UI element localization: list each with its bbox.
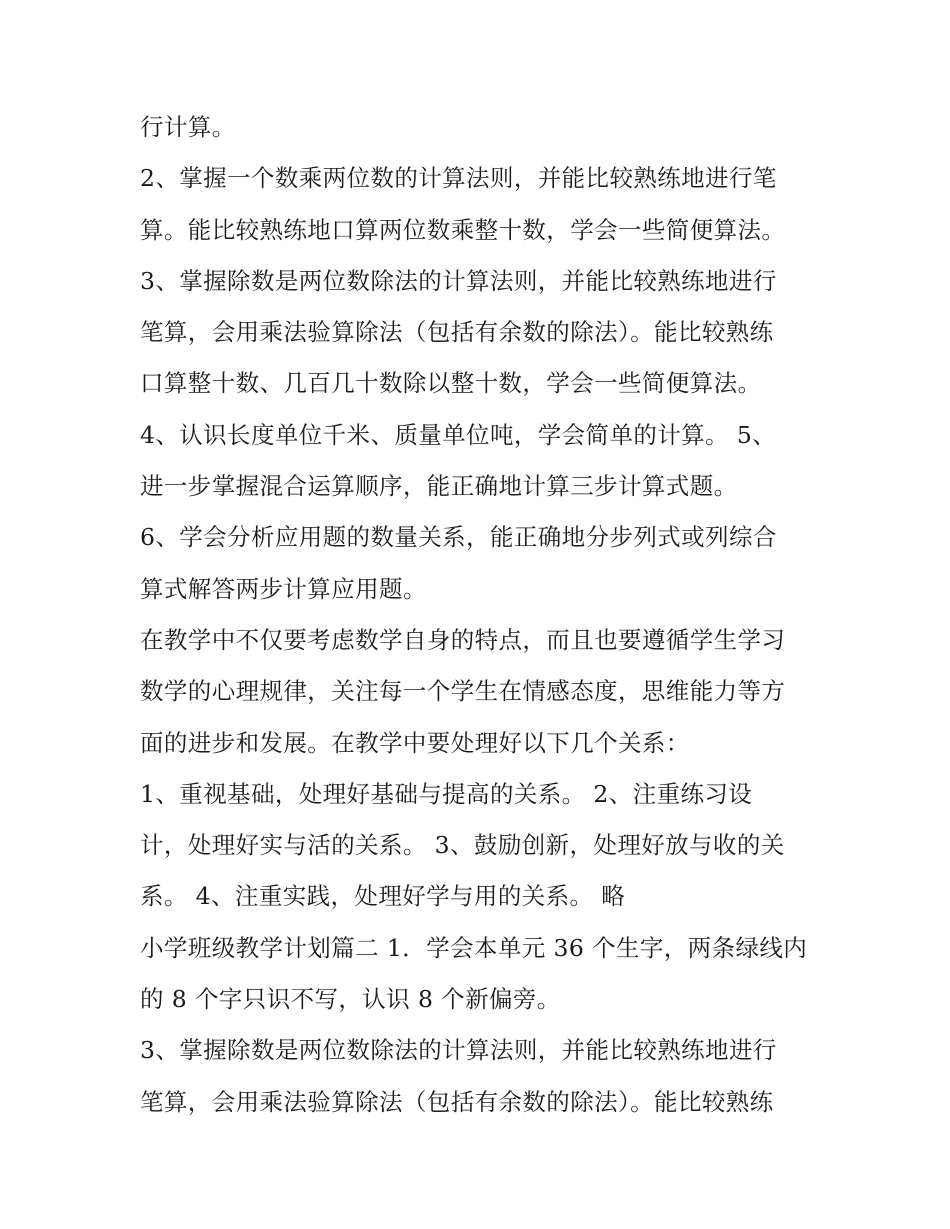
text-line: 笔算，会用乘法验算除法（包括有余数的除法）。能比较熟练	[140, 318, 774, 347]
text-line: 在教学中不仅要考虑数学自身的特点，而且也要遵循学生学习	[140, 625, 786, 654]
text-line: 系。 4、注重实践，处理好学与用的关系。 略	[140, 882, 626, 911]
text-line: 的 8 个字只识不写，认识 8 个新偏旁。	[140, 985, 561, 1014]
text-line: 1、重视基础，处理好基础与提高的关系。 2、注重练习设	[140, 779, 753, 808]
text-line: 面的进步和发展。在教学中要处理好以下几个关系：	[140, 728, 690, 757]
text-line: 算式解答两步计算应用题。	[140, 574, 427, 603]
text-line: 6、学会分析应用题的数量关系，能正确地分步列式或列综合	[140, 523, 777, 552]
text-line: 算。能比较熟练地口算两位数乘整十数，学会一些简便算法。	[140, 215, 786, 244]
text-line: 3、掌握除数是两位数除法的计算法则，并能比较熟练地进行	[140, 266, 777, 295]
text-line: 进一步掌握混合运算顺序，能正确地计算三步计算式题。	[140, 472, 738, 501]
text-line: 2、掌握一个数乘两位数的计算法则，并能比较熟练地进行笔	[140, 164, 777, 193]
text-line: 计，处理好实与活的关系。 3、鼓励创新，处理好放与收的关	[140, 831, 785, 860]
text-line: 数学的心理规律，关注每一个学生在情感态度，思维能力等方	[140, 677, 786, 706]
text-line: 4、认识长度单位千米、质量单位吨，学会简单的计算。 5、	[140, 420, 777, 449]
text-line: 小学班级教学计划篇二 1．学会本单元 36 个生字，两条绿线内	[140, 933, 808, 962]
document-body	[140, 102, 830, 1128]
text-line: 行计算。	[140, 113, 236, 141]
text-line: 口算整十数、几百几十数除以整十数，学会一些简便算法。	[140, 369, 762, 398]
text-line: 笔算，会用乘法验算除法（包括有余数的除法）。能比较熟练	[140, 1087, 774, 1116]
text-line: 3、掌握除数是两位数除法的计算法则，并能比较熟练地进行	[140, 1036, 777, 1065]
